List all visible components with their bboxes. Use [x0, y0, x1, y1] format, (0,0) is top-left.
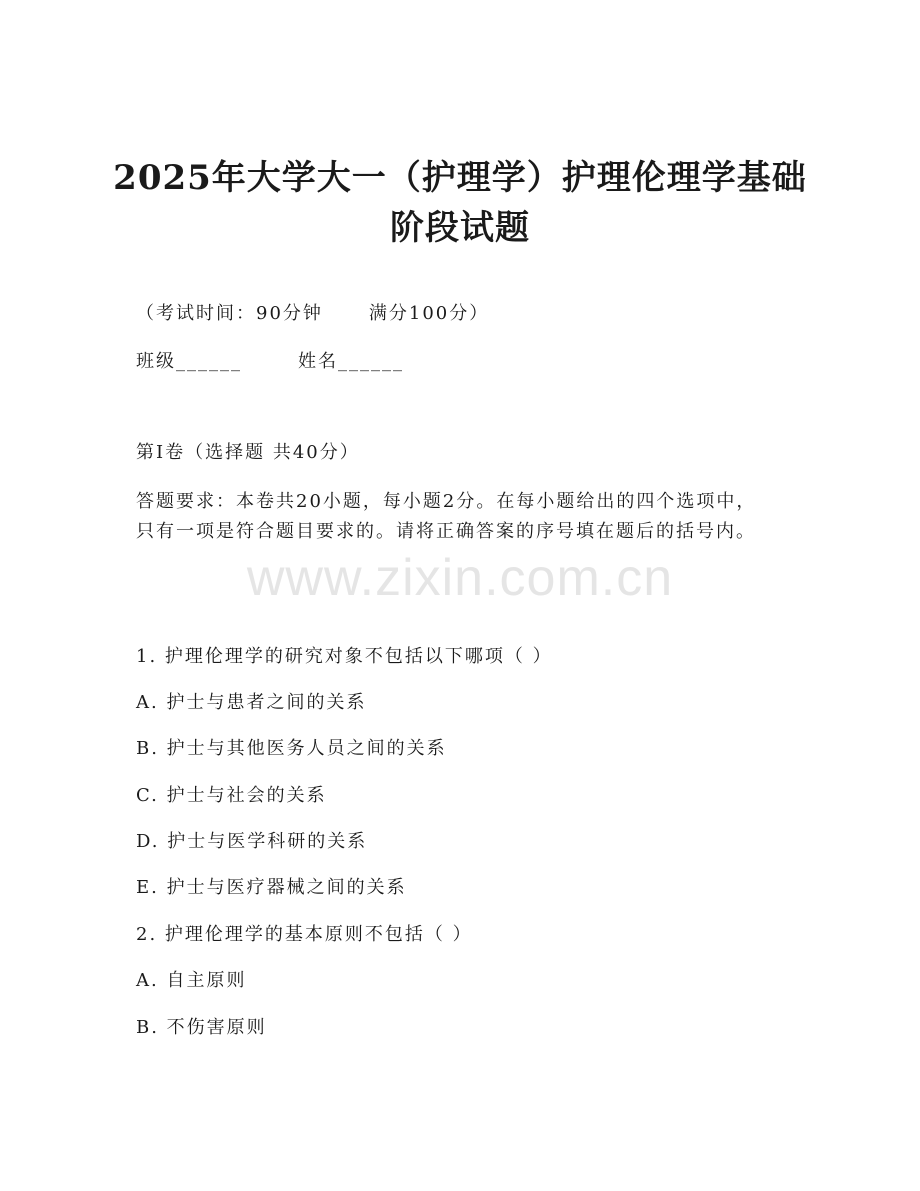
question-1-stem: 1. 护理伦理学的研究对象不包括以下哪项（ ）	[136, 646, 553, 667]
question-1-option-b: B. 护士与其他医务人员之间的关系	[136, 738, 447, 759]
section-instructions: 答题要求：本卷共20小题，每小题2分。在每小题给出的四个选项中，只有一项是符合题目要求的。请将正确答案的序号填在题后的括号内。	[136, 491, 757, 542]
question-1-option-e: E. 护士与医疗器械之间的关系	[136, 877, 407, 898]
title-line-1: 2025年大学大一（护理学）护理伦理学基础	[113, 158, 807, 198]
question-2-option-a: A. 自主原则	[136, 970, 247, 991]
name-field: 姓名______	[298, 351, 404, 372]
question-1-option-c: C. 护士与社会的关系	[136, 785, 327, 806]
student-fields	[136, 350, 404, 374]
exam-score: 满分100分）	[368, 303, 490, 324]
exam-info	[136, 302, 489, 326]
question-2-stem: 2. 护理伦理学的基本原则不包括（ ）	[136, 924, 473, 945]
title-line-2: 阶段试题	[390, 208, 530, 248]
section-heading: 第I卷（选择题 共40分）	[136, 442, 360, 463]
exam-time: （考试时间：90分钟	[136, 303, 323, 324]
question-1-option-a: A. 护士与患者之间的关系	[136, 692, 367, 713]
question-2-option-b: B. 不伤害原则	[136, 1017, 267, 1038]
class-field: 班级______	[136, 351, 242, 372]
watermark: www.zixin.com.cn	[246, 549, 674, 607]
question-1-option-d: D. 护士与医学科研的关系	[136, 831, 368, 852]
